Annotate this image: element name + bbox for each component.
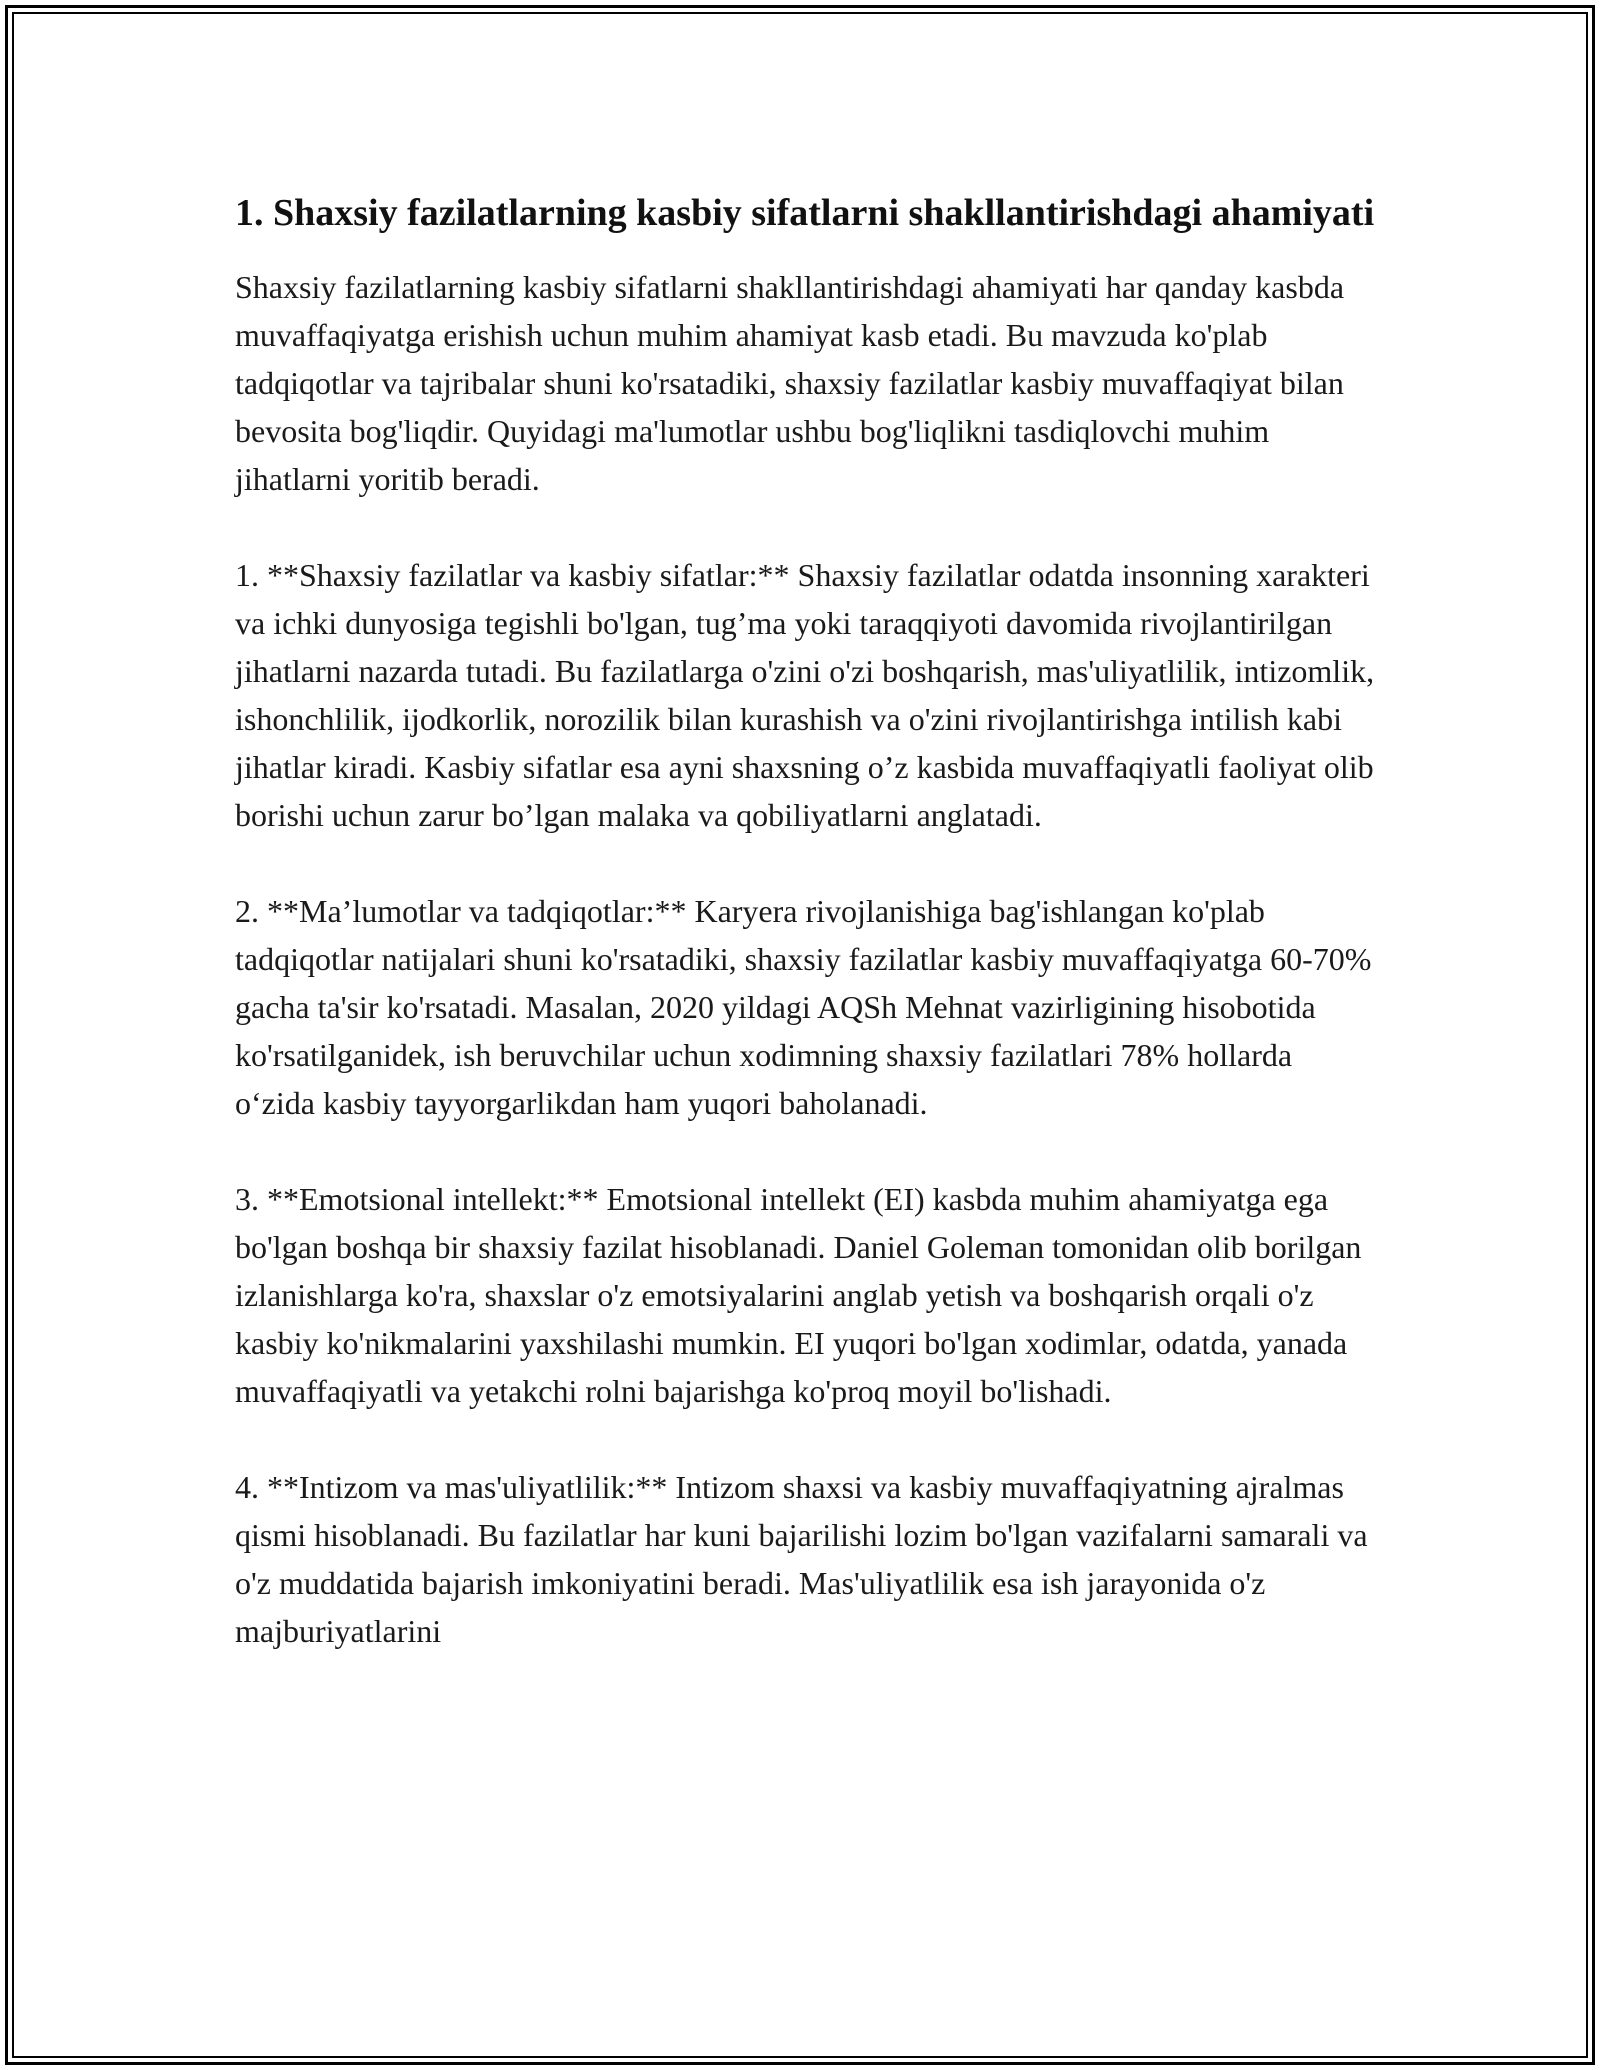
intro-paragraph: Shaxsiy fazilatlarning kasbiy sifatlarni shakllantirishdagi ahamiyati har qanday kasbda muvaffaqiyatga erishish uchun muhim ahamiyat kasb etadi. Bu mavzuda ko'plab tadqiqotlar va tajribalar shuni ko'rsatadiki, shaxsiy fazilatlar kasbiy muvaffaqiyat bilan bevosita bog'liqdir. Quyidagi ma'lumotlar ushbu bog'liqlikni tasdiqlovchi muhim jihatlarni yoritib beradi.	[235, 269, 1345, 497]
paragraph-personal-qualities: 1. **Shaxsiy fazilatlar va kasbiy sifatlar:** Shaxsiy fazilatlar odatda insonning xarakteri va ichki dunyosiga tegishli bo'lgan, tug’ma yoki taraqqiyoti davomida rivojlantirilgan jihatlarni nazarda tutadi. Bu fazilatlarga o'zini o'zi boshqarish, mas'uliyatlilik, intizomlik, ishonchlilik, ijodkorlik, norozilik bilan kurashish va o'zini rivojlantirishga intilish kabi jihatlar kiradi. Kasbiy sifatlar esa ayni shaxsning o’z kasbida muvaffaqiyatli faoliyat olib borishi uchun zarur bo’lgan malaka va qobiliyatlarni anglatadi.	[235, 557, 1375, 833]
paragraph-data-research: 2. **Ma’lumotlar va tadqiqotlar:** Karyera rivojlanishiga bag'ishlangan ko'plab tadqiqotlar natijalari shuni ko'rsatadiki, shaxsiy fazilatlar kasbiy muvaffaqiyatga 60-70% gacha ta'sir ko'rsatadi. Masalan, 2020 yildagi AQSh Mehnat vazirligining hisobotida ko'rsatilganidek, ish beruvchilar uchun xodimning shaxsiy fazilatlari 78% hollarda o‘zida kasbiy tayyorgarlikdan ham yuqori baholanadi.	[235, 893, 1372, 1121]
document-body	[235, 186, 1375, 1703]
paragraph-emotional-intelligence: 3. **Emotsional intellekt:** Emotsional intellekt (EI) kasbda muhim ahamiyatga ega bo'lgan boshqa bir shaxsiy fazilat hisoblanadi. Daniel Goleman tomonidan olib borilgan izlanishlarga ko'ra, shaxslar o'z emotsiyalarini anglab yetish va boshqarish orqali o'z kasbiy ko'nikmalarini yaxshilashi mumkin. EI yuqori bo'lgan xodimlar, odatda, yanada muvaffaqiyatli va yetakchi rolni bajarishga ko'proq moyil bo'lishadi.	[235, 1181, 1362, 1409]
section-heading: 1. Shaxsiy fazilatlarning kasbiy sifatlarni shakllantirishdagi ahamiyati	[235, 192, 1375, 234]
paragraph-discipline-responsibility: 4. **Intizom va mas'uliyatlilik:** Intizom shaxsi va kasbiy muvaffaqiyatning ajralmas qismi hisoblanadi. Bu fazilatlar har kuni bajarilishi lozim bo'lgan vazifalarni samarali va o'z muddatida bajarish imkoniyatini beradi. Mas'uliyatlilik esa ish jarayonida o'z majburiyatlarini	[235, 1469, 1368, 1649]
